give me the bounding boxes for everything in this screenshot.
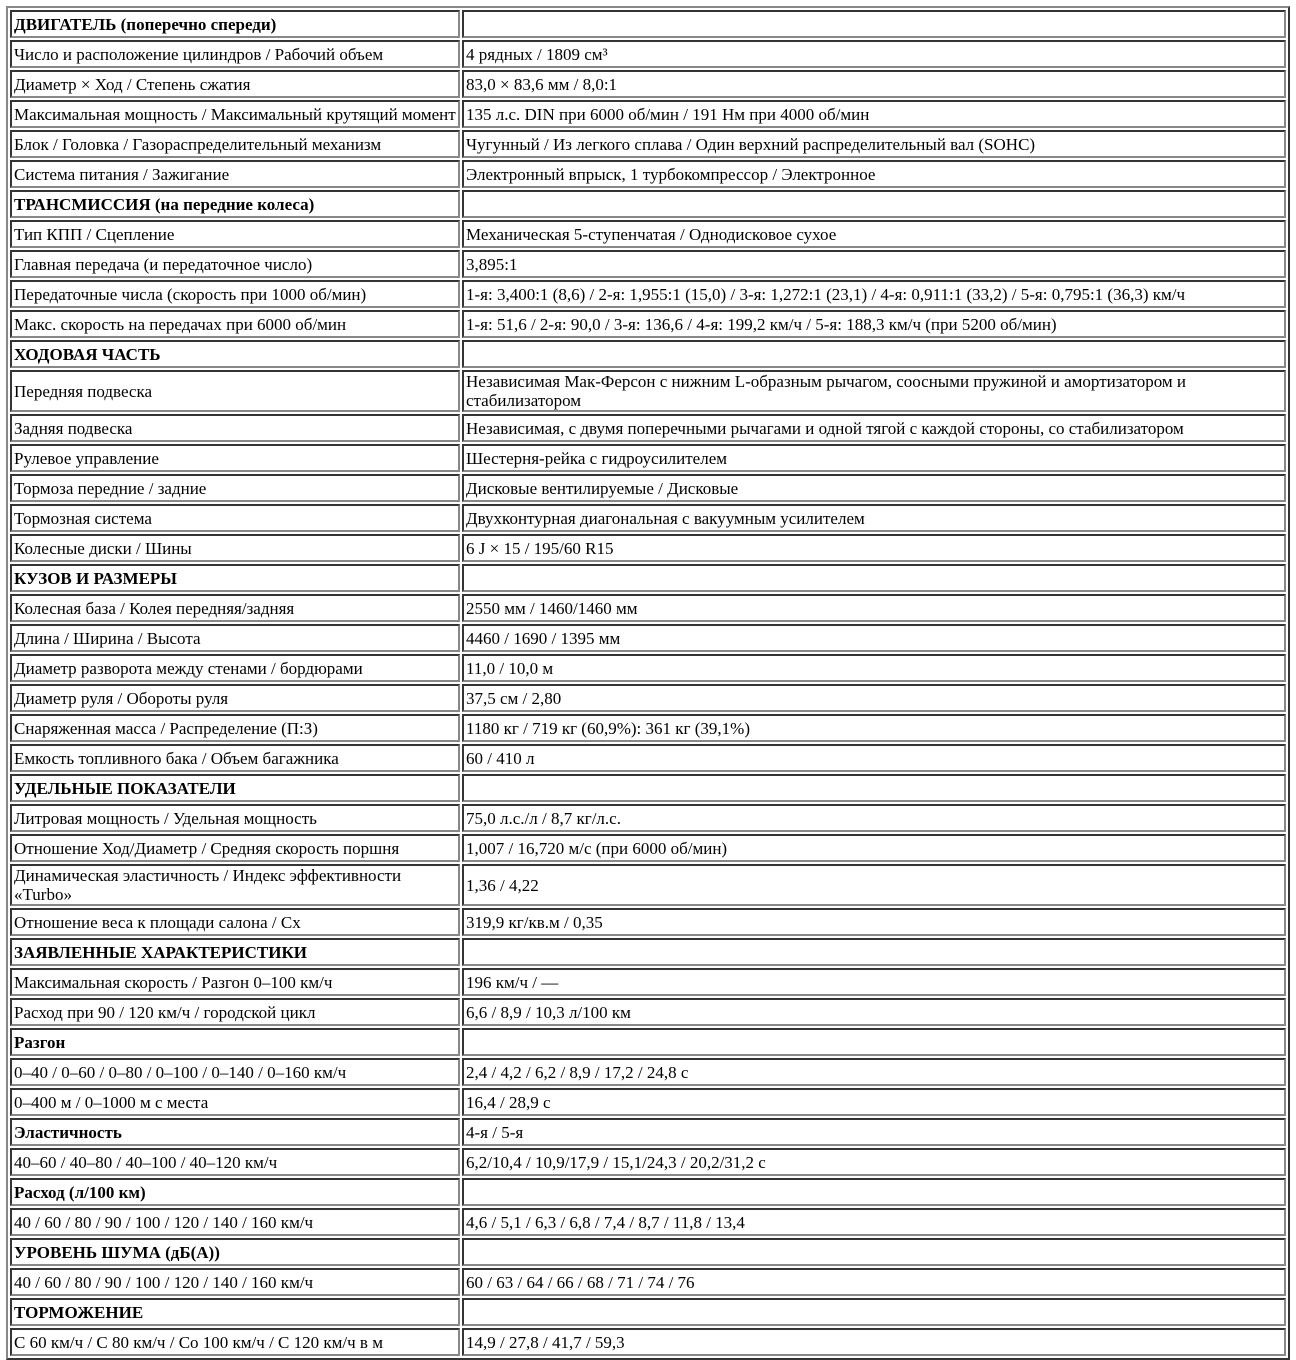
spec-label: 0–40 / 0–60 / 0–80 / 0–100 / 0–140 / 0–160 км/ч [10,1058,460,1086]
table-row [10,70,1286,98]
section-title: ТРАНСМИССИЯ (на передние колеса) [10,190,460,218]
spec-value: 6 J × 15 / 195/60 R15 [462,534,1286,562]
spec-label: С 60 км/ч / С 80 км/ч / Со 100 км/ч / С 120 км/ч в м [10,1328,460,1356]
table-row [10,1148,1286,1176]
spec-value: 4 рядных / 1809 см³ [462,40,1286,68]
spec-label: Максимальная мощность / Максимальный крутящий момент [10,100,460,128]
spec-value: 14,9 / 27,8 / 41,7 / 59,3 [462,1328,1286,1356]
section-title: ТОРМОЖЕНИЕ [10,1298,460,1326]
table-row [10,100,1286,128]
spec-value [462,340,1286,368]
spec-value [462,938,1286,966]
table-row [10,504,1286,532]
spec-label: Литровая мощность / Удельная мощность [10,804,460,832]
spec-label: Передаточные числа (скорость при 1000 об/мин) [10,280,460,308]
table-row [10,804,1286,832]
spec-label: Диаметр × Ход / Степень сжатия [10,70,460,98]
spec-label: Диаметр руля / Обороты руля [10,684,460,712]
spec-value: 1,007 / 16,720 м/с (при 6000 об/мин) [462,834,1286,862]
section-header-row [10,1178,1286,1206]
table-row [10,908,1286,936]
table-row [10,864,1286,906]
section-header-row [10,10,1286,38]
spec-value: 3,895:1 [462,250,1286,278]
spec-value [462,1028,1286,1056]
section-header-row [10,564,1286,592]
table-row [10,834,1286,862]
section-title: ХОДОВАЯ ЧАСТЬ [10,340,460,368]
spec-label: Длина / Ширина / Высота [10,624,460,652]
spec-value: 135 л.с. DIN при 6000 об/мин / 191 Нм при 4000 об/мин [462,100,1286,128]
table-row [10,444,1286,472]
spec-label: Динамическая эластичность / Индекс эффективности «Turbo» [10,864,460,906]
section-title: Разгон [10,1028,460,1056]
table-row [10,1058,1286,1086]
section-header-row [10,938,1286,966]
spec-table [6,6,1290,1360]
table-row [10,414,1286,442]
spec-value: Дисковые вентилируемые / Дисковые [462,474,1286,502]
section-title: ДВИГАТЕЛЬ (поперечно спереди) [10,10,460,38]
spec-value: 4-я / 5-я [462,1118,1286,1146]
table-row [10,250,1286,278]
spec-value: 196 км/ч / — [462,968,1286,996]
spec-value: 4,6 / 5,1 / 6,3 / 6,8 / 7,4 / 8,7 / 11,8 / 13,4 [462,1208,1286,1236]
table-row [10,594,1286,622]
spec-value: 319,9 кг/кв.м / 0,35 [462,908,1286,936]
table-row [10,1208,1286,1236]
spec-label: Емкость топливного бака / Объем багажника [10,744,460,772]
table-row [10,220,1286,248]
spec-label: Число и расположение цилиндров / Рабочий объем [10,40,460,68]
spec-value: 75,0 л.с./л / 8,7 кг/л.с. [462,804,1286,832]
table-row [10,1268,1286,1296]
table-row [10,40,1286,68]
spec-label: Главная передача (и передаточное число) [10,250,460,278]
spec-label: Тормозная система [10,504,460,532]
table-row [10,998,1286,1026]
spec-label: 0–400 м / 0–1000 м с места [10,1088,460,1116]
table-row [10,130,1286,158]
spec-value: 2550 мм / 1460/1460 мм [462,594,1286,622]
spec-table-body [10,10,1286,1356]
spec-label: Задняя подвеска [10,414,460,442]
spec-value: 6,6 / 8,9 / 10,3 л/100 км [462,998,1286,1026]
spec-value [462,1238,1286,1266]
section-title: Расход (л/100 км) [10,1178,460,1206]
table-row [10,654,1286,682]
spec-value [462,1178,1286,1206]
table-row [10,968,1286,996]
spec-value: 1-я: 51,6 / 2-я: 90,0 / 3-я: 136,6 / 4-я: 199,2 км/ч / 5-я: 188,3 км/ч (при 5200 об/мин) [462,310,1286,338]
spec-value: Независимая, с двумя поперечными рычагами и одной тягой с каждой стороны, со стабилизатором [462,414,1286,442]
table-row [10,280,1286,308]
spec-value: 60 / 63 / 64 / 66 / 68 / 71 / 74 / 76 [462,1268,1286,1296]
section-title: УРОВЕНЬ ШУМА (дБ(А)) [10,1238,460,1266]
spec-value [462,190,1286,218]
table-row [10,1328,1286,1356]
spec-value: Двухконтурная диагональная с вакуумным усилителем [462,504,1286,532]
section-header-row [10,1298,1286,1326]
section-header-row [10,774,1286,802]
section-title: УДЕЛЬНЫЕ ПОКАЗАТЕЛИ [10,774,460,802]
section-header-row [10,1118,1286,1146]
spec-label: Система питания / Зажигание [10,160,460,188]
spec-value: 2,4 / 4,2 / 6,2 / 8,9 / 17,2 / 24,8 с [462,1058,1286,1086]
section-title: КУЗОВ И РАЗМЕРЫ [10,564,460,592]
table-row [10,310,1286,338]
spec-value: 1-я: 3,400:1 (8,6) / 2-я: 1,955:1 (15,0) / 3-я: 1,272:1 (23,1) / 4-я: 0,911:1 (33,2) / 5-я: 0,795:1 (36,3) км/ч [462,280,1286,308]
spec-value: 1,36 / 4,22 [462,864,1286,906]
table-row [10,684,1286,712]
spec-value: 37,5 см / 2,80 [462,684,1286,712]
table-row [10,714,1286,742]
spec-label: Снаряженная масса / Распределение (П:З) [10,714,460,742]
section-header-row [10,1238,1286,1266]
section-header-row [10,1028,1286,1056]
spec-value [462,10,1286,38]
spec-value: 60 / 410 л [462,744,1286,772]
spec-value: Шестерня-рейка с гидроусилителем [462,444,1286,472]
spec-value: Электронный впрыск, 1 турбокомпрессор / Электронное [462,160,1286,188]
spec-label: Макс. скорость на передачах при 6000 об/мин [10,310,460,338]
section-title: Эластичность [10,1118,460,1146]
spec-value: Чугунный / Из легкого сплава / Один верхний распределительный вал (SOHC) [462,130,1286,158]
spec-label: Максимальная скорость / Разгон 0–100 км/ч [10,968,460,996]
spec-value: Независимая Мак-Ферсон с нижним L-образным рычагом, соосными пружиной и амортизатором и стабилизатором [462,370,1286,412]
spec-label: Рулевое управление [10,444,460,472]
spec-label: 40 / 60 / 80 / 90 / 100 / 120 / 140 / 160 км/ч [10,1268,460,1296]
spec-label: Передняя подвеска [10,370,460,412]
spec-value: 1180 кг / 719 кг (60,9%): 361 кг (39,1%) [462,714,1286,742]
table-row [10,474,1286,502]
table-row [10,370,1286,412]
table-row [10,534,1286,562]
spec-value [462,774,1286,802]
spec-label: Блок / Головка / Газораспределительный механизм [10,130,460,158]
table-row [10,160,1286,188]
table-row [10,744,1286,772]
table-row [10,1088,1286,1116]
spec-value: 4460 / 1690 / 1395 мм [462,624,1286,652]
spec-label: 40–60 / 40–80 / 40–100 / 40–120 км/ч [10,1148,460,1176]
spec-label: Тип КПП / Сцепление [10,220,460,248]
table-row [10,624,1286,652]
spec-value: 6,2/10,4 / 10,9/17,9 / 15,1/24,3 / 20,2/31,2 с [462,1148,1286,1176]
section-header-row [10,340,1286,368]
spec-label: 40 / 60 / 80 / 90 / 100 / 120 / 140 / 160 км/ч [10,1208,460,1236]
spec-label: Колесная база / Колея передняя/задняя [10,594,460,622]
spec-label: Отношение Ход/Диаметр / Средняя скорость поршня [10,834,460,862]
section-header-row [10,190,1286,218]
spec-value [462,1298,1286,1326]
spec-label: Колесные диски / Шины [10,534,460,562]
spec-value: 16,4 / 28,9 с [462,1088,1286,1116]
section-title: ЗАЯВЛЕННЫЕ ХАРАКТЕРИСТИКИ [10,938,460,966]
spec-value [462,564,1286,592]
spec-label: Тормоза передние / задние [10,474,460,502]
spec-label: Отношение веса к площади салона / Cx [10,908,460,936]
spec-value: 83,0 × 83,6 мм / 8,0:1 [462,70,1286,98]
spec-value: Механическая 5-ступенчатая / Однодисковое сухое [462,220,1286,248]
spec-label: Диаметр разворота между стенами / бордюрами [10,654,460,682]
spec-value: 11,0 / 10,0 м [462,654,1286,682]
spec-label: Расход при 90 / 120 км/ч / городской цикл [10,998,460,1026]
